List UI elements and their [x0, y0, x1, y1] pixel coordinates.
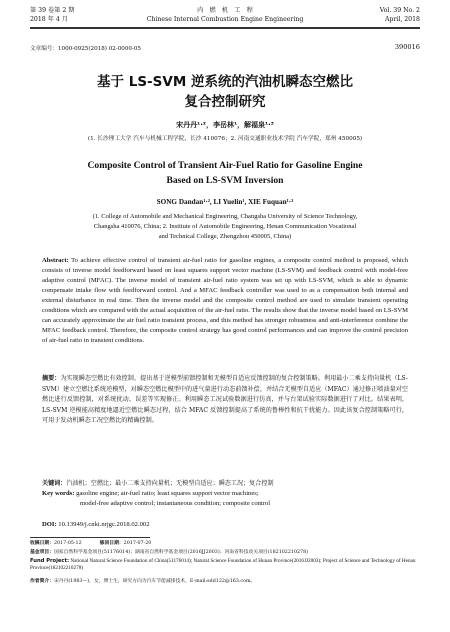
- keywords-cn-label: 关键词：: [42, 480, 67, 487]
- header-journal-en: Chinese Internal Combustion Engine Engineering: [146, 16, 304, 23]
- footnote-author: [30, 578, 420, 585]
- author-text: 宋丹丹(1983—)，女，博士生，研究方向为汽车节能减排技术，E-mail:sdd122@163.com。: [54, 579, 256, 584]
- running-header: [30, 6, 420, 36]
- cn-authors: 宋丹丹¹·²，李岳林¹，解福泉¹·³: [176, 121, 274, 129]
- keywords-en-line1: gasoline engine; air-fuel ratio; least squares support vector machines;: [74, 490, 259, 497]
- footnote-fund-cn: [30, 549, 420, 556]
- keywords-cn: [42, 478, 408, 487]
- abstract-cn: [42, 374, 408, 427]
- revised-date: 2017-07-20: [123, 541, 152, 546]
- abstract-text: To achieve effective control of transient air-fuel ratio for gasoline engines, a composite control method is proposed, which consists of inverse model feedforward based on least squares support vector machine (LS-SVM) and feedback control with model-free adaptive control (MFAC). The inverse model of transient air-fuel ratio system was set up with LS-SVM, which is able to dynamic compensate intake flow with feedforward control. And a MFAC feedback controller was used to as a compensation both internal and external disturbance in real time. Then the inverse model and the composite control method are used to simulate transient operating conditions which are compared with the actual acquisition of the air-fuel ratio. The results show that the inverse model based on LS-SVM can accurately approximate the air fuel ratio transient process, and this method has stronger robustness and anti-interference combine the MFAC feedback control. Therefore, the composite control strategy has good control performances and can improve the control precision of air-fuel ratio in transient conditions.: [42, 257, 408, 344]
- header-rule: [30, 27, 420, 29]
- header-right-line2: April, 2018: [384, 16, 420, 23]
- doi-label: DOI:: [42, 521, 57, 528]
- abstract-label: Abstract:: [42, 257, 69, 264]
- header-volume-en: [380, 6, 420, 24]
- fund-cn-label: 基金项目：: [30, 550, 54, 555]
- cn-title-line2: 复合控制研究: [184, 94, 266, 110]
- article-code: 390016: [394, 43, 420, 51]
- en-affiliation: [40, 212, 410, 242]
- header-right-line1: Vol. 39 No. 2: [379, 7, 420, 14]
- en-affil-line3: and Technical College, Zhengzhou 450005, China): [158, 233, 292, 240]
- doi: [42, 521, 150, 528]
- received-label: 收稿日期：: [30, 541, 54, 546]
- header-left-line2: 2018 年 4 月: [30, 16, 68, 23]
- article-ids: [30, 44, 420, 52]
- header-journal-cn: 内 燃 机 工 程: [197, 7, 253, 14]
- footnote-rule: [30, 537, 150, 538]
- en-title-line2: Based on LS-SVM Inversion: [166, 175, 284, 186]
- en-title: [0, 158, 450, 188]
- revised-label: 修回日期：: [99, 541, 124, 546]
- received-date: 2017-05-12: [54, 541, 82, 546]
- keywords-en-label: Key words:: [42, 490, 75, 497]
- author-label: 作者简介：: [30, 579, 54, 584]
- cn-title-line1: 基于 LS-SVM 逆系统的汽油机瞬态空燃比: [97, 74, 353, 90]
- header-left-line1: 第 39 卷第 2 期: [30, 7, 75, 14]
- en-authors: SONG Dandan¹·², LI Yuelin¹, XIE Fuquan¹·³: [156, 198, 294, 206]
- keywords-en-line2: model-free adaptive control; instantaneous condition; composite control: [80, 500, 271, 507]
- en-affil-line1: (1. College of Automobile and Mechanical Engineering, Changsha University of Science Technology,: [92, 213, 358, 220]
- en-affil-line2: Changsha 410076, China; 2. Institute of Automobile Engineering, Henan Communication Vocational: [93, 223, 357, 230]
- en-title-line1: Composite Control of Transient Air-Fuel Ratio for Gasoline Engine: [87, 160, 363, 171]
- article-number: 文章编号：1000-0925(2018) 02-0000-05: [30, 46, 141, 52]
- fund-en-text: National Natural Science Foundation of China(51176014); Natural Science Foundation of Hunan Province(2016JJ2003); Project of Science and Technology of Henan Province(182102210278): [30, 558, 416, 571]
- footnote-fund-en: [30, 558, 420, 572]
- keywords-en: [42, 489, 408, 509]
- keywords-cn-text: 汽油机；空燃比；最小二乘支持向量机；无模型自适应；瞬态工况；复合控制: [66, 480, 274, 487]
- abstract-en: [42, 256, 408, 346]
- cn-abstract-text: 为实现瞬态空燃比有效控制，提出基于逆模型前馈控制和无模型自适应反馈控制的复合控制策略。利用最小二乘支持向量机（LS-SVM）建立空燃比系统逆模型，对瞬态空燃比模型中的进气量进行动态前馈补偿，并结合无模型自适应（MFAC）通过修正喷油量对空燃比进行反馈控制，对系统扰动、误差等实现修正。利用瞬态工况试验数据进行仿真，并与台架试验实际数据进行了对比。结果表明，LS-SVM 逆模能高精度地逼近空燃比瞬态过程，结合 MFAC 反馈控制提高了系统的鲁棒性和抗干扰能力。因此该复合控制策略可行，可用于发动机瞬态工况空燃比的精确控制。: [42, 375, 408, 425]
- cn-abstract-label: 摘要：: [42, 375, 61, 382]
- cn-affiliation: (1. 长沙理工大学 汽车与机械工程学院，长沙 410076；2. 河南交通职业技术学院 汽车学院，郑州 450005): [87, 136, 363, 142]
- footnote-dates: [30, 540, 420, 547]
- fund-en-label: Fund Project:: [30, 558, 70, 564]
- fund-cn-text: 国家自然科学基金项目(51176014)；湖南省自然科学基金项目(2016JJ2003)；河南省科技攻关项目(182102210278): [54, 550, 309, 555]
- doi-value: 10.13949/j.cnki.nrjgc.2018.02.002: [56, 521, 150, 528]
- cn-title: [0, 72, 450, 112]
- header-journal: [30, 6, 420, 24]
